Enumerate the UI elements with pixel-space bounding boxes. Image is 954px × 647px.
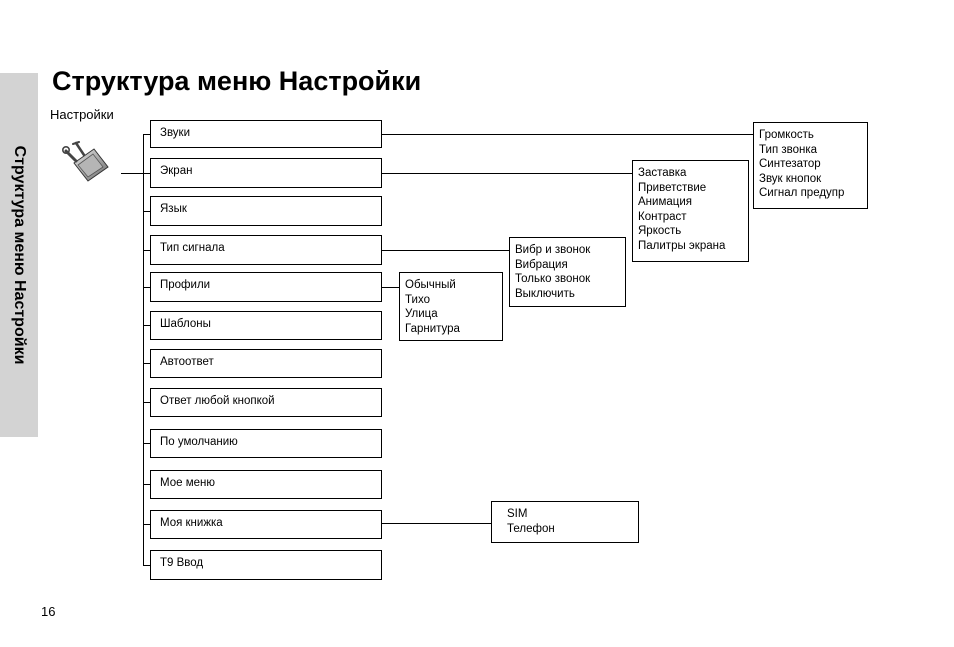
side-tab-label: Структура меню Настройки xyxy=(11,145,28,365)
menu-item-sounds[interactable]: Звуки xyxy=(150,120,382,148)
menu-item-any-key-answer[interactable]: Ответ любой кнопкой xyxy=(150,388,382,417)
submenu-item[interactable]: Вибрация xyxy=(515,258,568,271)
menu-item-language[interactable]: Язык xyxy=(150,196,382,226)
menu-item-my-menu[interactable]: Мое меню xyxy=(150,470,382,499)
submenu-item[interactable]: Синтезатор xyxy=(759,158,821,170)
connector-branch xyxy=(143,524,150,525)
submenu-item[interactable]: Громкость xyxy=(759,129,814,141)
submenu-item[interactable]: Приветствие xyxy=(638,181,707,194)
connector-branch xyxy=(143,325,150,326)
submenu-item[interactable]: Только звонок xyxy=(515,273,591,285)
connector-branch xyxy=(143,134,150,135)
connector-branch xyxy=(143,443,150,444)
submenu-item[interactable]: Вибр и звонок xyxy=(515,244,591,256)
connector-root xyxy=(121,173,143,174)
connector-phonebook xyxy=(382,523,491,524)
submenu-item[interactable]: Улица xyxy=(405,308,438,320)
submenu-item[interactable]: Контраст xyxy=(638,210,687,223)
connector-branch xyxy=(143,363,150,364)
connector-trunk xyxy=(143,134,144,566)
submenu-item[interactable]: Сигнал предупр xyxy=(759,187,845,199)
submenu-item[interactable]: Яркость xyxy=(638,225,682,237)
menu-item-screen[interactable]: Экран xyxy=(150,158,382,188)
menu-item-default[interactable]: По умолчанию xyxy=(150,429,382,458)
menu-item-t9-input[interactable]: T9 Ввод xyxy=(150,550,382,580)
submenu-item[interactable]: Анимация xyxy=(638,196,692,208)
submenu-item[interactable]: Заставка xyxy=(638,167,687,179)
menu-item-templates[interactable]: Шаблоны xyxy=(150,311,382,340)
submenu-item[interactable]: Тихо xyxy=(405,293,430,306)
root-label: Настройки xyxy=(50,107,114,122)
submenu-item[interactable]: Палитры экрана xyxy=(638,239,726,252)
submenu-item[interactable]: Обычный xyxy=(405,279,456,291)
connector-branch xyxy=(143,287,150,288)
page-number: 16 xyxy=(41,604,56,619)
submenu-item[interactable]: Тип звонка xyxy=(759,143,818,156)
connector-profiles xyxy=(382,287,399,288)
connector-branch xyxy=(143,250,150,251)
connector-branch xyxy=(143,565,150,566)
connector-branch xyxy=(143,484,150,485)
submenu-item[interactable]: Выключить xyxy=(515,287,575,300)
connector-branch xyxy=(143,211,150,212)
connector-signal-type xyxy=(382,250,509,251)
menu-item-phonebook[interactable]: Моя книжка xyxy=(150,510,382,539)
submenu-profiles xyxy=(399,272,503,341)
menu-item-profiles[interactable]: Профили xyxy=(150,272,382,302)
connector-screen xyxy=(382,173,632,174)
connector-sounds xyxy=(382,134,753,135)
menu-item-signal-type[interactable]: Тип сигнала xyxy=(150,235,382,265)
submenu-item[interactable]: Гарнитура xyxy=(405,322,460,335)
submenu-sounds xyxy=(753,122,868,209)
connector-branch xyxy=(143,173,150,174)
settings-tools-icon xyxy=(62,141,112,189)
submenu-phonebook xyxy=(491,501,639,543)
menu-item-auto-answer[interactable]: Автоответ xyxy=(150,349,382,378)
submenu-item[interactable]: Телефон xyxy=(507,522,555,535)
submenu-signal-type xyxy=(509,237,626,307)
page-title: Структура меню Настройки xyxy=(52,66,422,96)
side-tab xyxy=(0,73,38,437)
submenu-item[interactable]: Звук кнопок xyxy=(759,172,822,185)
connector-branch xyxy=(143,402,150,403)
submenu-item[interactable]: SIM xyxy=(507,508,528,520)
submenu-screen xyxy=(632,160,749,262)
